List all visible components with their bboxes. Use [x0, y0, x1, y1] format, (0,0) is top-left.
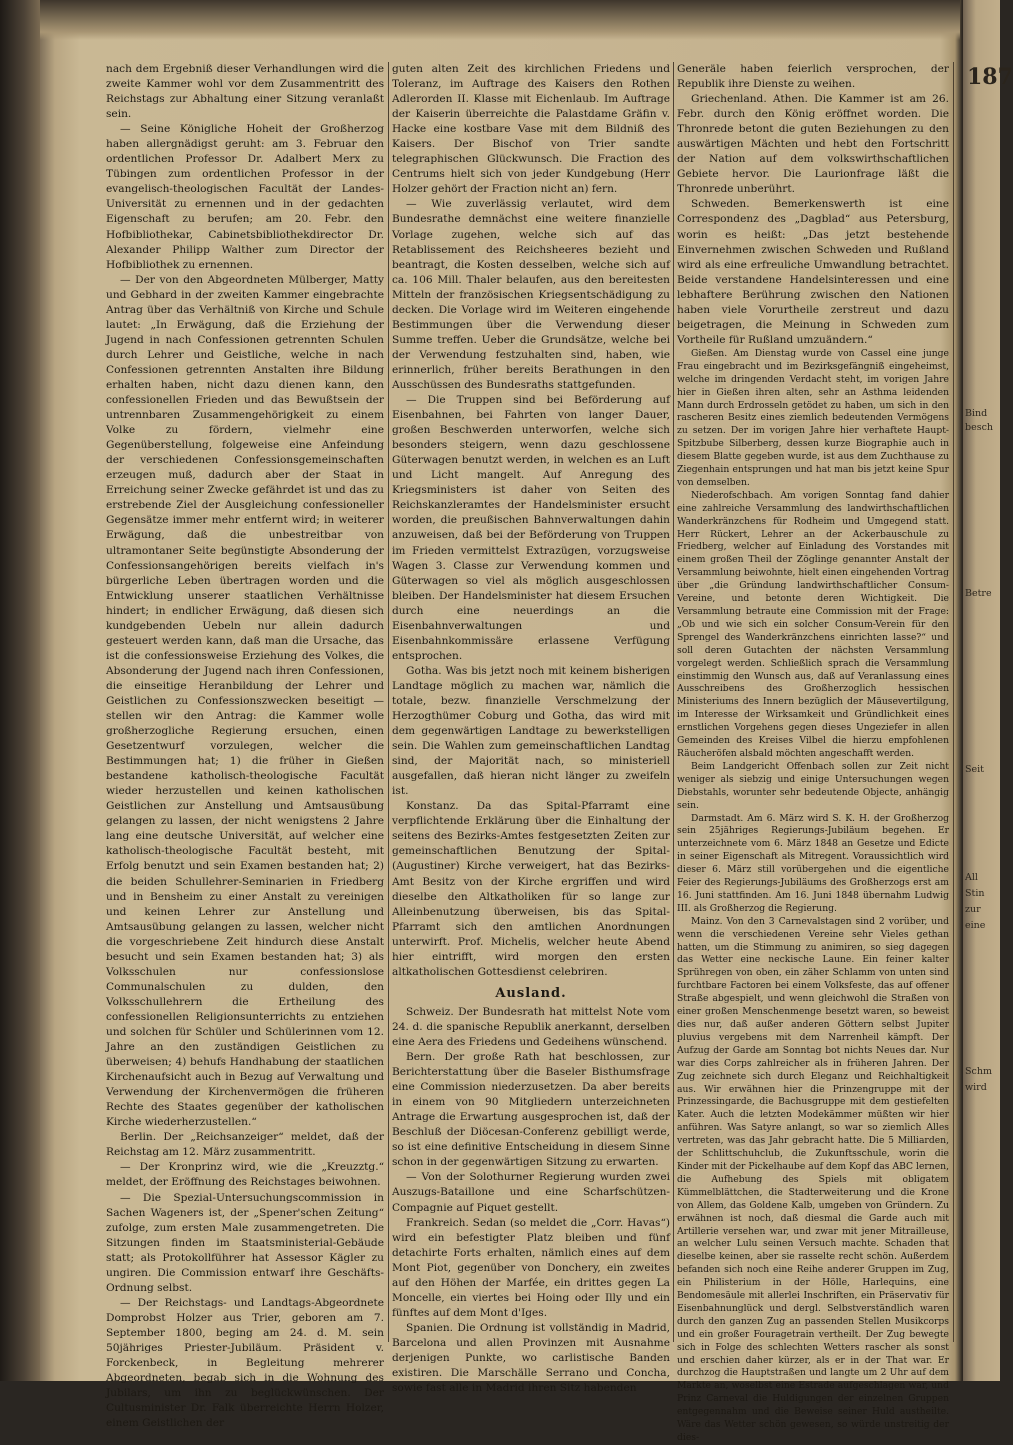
local-news-block	[677, 348, 949, 1445]
article-paragraph: Spanien. Die Ordnung ist vollständig in Madrid, Barcelona und allen Provinzen mit Ausnahme derjenigen Punkte, wo carlistische Banden existiren. Die Marschälle Serrano und Concha, sowie fast alle in Madrid ihren Sitz habenden	[392, 1321, 670, 1395]
text-fragment: Schm	[965, 1066, 992, 1077]
article-paragraph: Frankreich. Sedan (so meldet die „Corr. Havas“) wird ein befestigter Platz bleiben und fünf detachirte Forts erhalten, nämlich eines auf dem Mont Piot, gegenüber von Donchery, ein zweites auf den Höhen der Marfée, ein drittes gegen La Moncelle, ein viertes bei Hoing oder Illy und ein fünftes auf dem Mont d'Iges.	[392, 1216, 670, 1319]
article-paragraph: Schweiz. Der Bundesrath hat mittelst Note vom 24. d. die spanische Republik anerkannt, derselben eine Aera des Friedens und Gedeihens wünschend.	[392, 1005, 670, 1048]
article-paragraph: — Seine Königliche Hoheit der Großherzog haben allergnädigst geruht: am 3. Februar den ordentlichen Professor Dr. Adalbert Merx zu Tübingen zum ordentlichen Professor in der evangelisch-theologischen Facultät der Landes-Universität zu ernennen und in der gedachten Eigenschaft zu berufen; am 20. Febr. den Hofbibliothekar, Cabinetsbibliothekdirector Dr. Alexander Philipp Walther zum Director der Hofbibliothek zu ernennen.	[106, 123, 384, 271]
article-paragraph: Griechenland. Athen. Die Kammer ist am 26. Febr. durch den König eröffnet worden. Die Thronrede betont die guten Beziehungen zu den auswärtigen Mächten und hebt den Fortschritt der Nation auf dem volkswirthschaftlichen Gebiete hervor. Die Laurionfrage läßt die Thronrede unberührt.	[677, 93, 949, 196]
text-fragment: besch	[965, 422, 994, 433]
article-paragraph: Konstanz. Da das Spital-Pfarramt eine verpflichtende Erklärung über die Einhaltung der seitens des Bezirks-Amtes festgesetzten Zeiten zur gemeinschaftlichen Benutzung der Spital-(Augustiner) Kirche verweigert, hat das Bezirks-Amt Besitz von der Kirche ergriffen und wird dieselbe den Altkatholiken für so lange zur Alleinbenutzung überweisen, bis das Spital-Pfarramt sich den amtlichen Anordnungen unterwirft. Prof. Michelis, welcher heute Abend hier eintrifft, wird morgen den ersten altkatholischen Gottesdienst celebriren.	[392, 800, 670, 978]
local-news-paragraph: Mainz. Von den 3 Carnevalstagen sind 2 vorüber, und wenn die verschiedenen Vereine sehr Vieles gethan hatten, um die Stimmung zu animiren, so sieg dagegen das Wetter eine neckische Laune. Ein feiner kalter Sprühregen von oben, ein zäher Schlamm von unten sind furchtbare Factoren bei einem Volksfeste, das auf offener Straße abgespielt, und wenn gleichwohl die Straßen von einer großen Menschenmenge besetzt waren, so beweist dies nur, daß außer anderen Göttern selbst Jupiter pluvius vergebens mit dem Narrenheil kämpft. Der Aufzug der Garde am Sonntag bot nichts Neues dar. Nur war dies Corps zahlreicher als in früheren Jahren. Der Zug zeichnete sich durch Eleganz und Reichhaltigkeit aus. Wir erwähnen hier die Prinzengruppe mit der Prinzessingarde, die Bachusgruppe mit dem gestiefelten Kater. Auch die letzten Modekämmer müßten wir hier anführen. Was Satyre anlangt, so war so ziemlich Alles vertreten, was das Jahr gebracht hatte. Die 5 Milliarden, der Schlittschuhclub, die Zukunftsschule, worin die Kinder mit der Pickelhaube auf dem Kopf das ABC lernen, die Aufhebung des Spiels mit obligatem Kümmelblättchen, die Stadterweiterung und die Krone von Allem, das Goldene Kalb, umgeben von Gründern. Zu erwähnen ist noch, daß diesmal die Garde auch mit Artillerie versehen war, und zwar mit jener Mitrailleuse, an welcher Lulu seinen Versuch machte. Schaden that dieselbe keinen, aber sie rasselte recht schön. Außerdem befanden sich noch eine Reihe anderer Gruppen im Zug, ein Philisterium in der Hölle, Harlequins, eine Bendomesäule mit allerlei Inschriften, ein Präservativ für Eisenbahnunglück und dergl. Selbstverständlich waren durch den ganzen Zug an passenden Stellen Musikcorps und ein großer Fouragetrain vertheilt. Der Zug bewegte sich in Folge des schlechten Wetters rascher als sonst und erschien daher kürzer, als er in der That war. Er durchzog die Hauptstraßen und langte um 2 Uhr auf dem Markte an, woselbst eine Estrade aufgeschlagen war, und Prinz Carneval die Huldigungen der einzelnen Gruppen entgegennahm und die Beweise seiner Huld austheilte. Wäre das Wetter schön gewesen, so würde unstreitig der dies-	[677, 915, 949, 1444]
year-fragment: 187	[967, 64, 1013, 90]
column-2	[392, 62, 670, 1396]
text-fragment: Seit	[965, 764, 984, 775]
article-paragraph: — Der von den Abgeordneten Mülberger, Matty und Gebhard in der zweiten Kammer eingebrachte Antrag über das Verhältniß von Kirche und Schule lautet: „In Erwägung, daß die Erziehung der Jugend in nach Confessionen getrennten Schulen durch Lehrer und Geistliche, welche in nach Confessionen getrennten Anstalten ihre Bildung erhalten haben, nicht dazu dienen kann, den confessionellen Frieden und das Bewußtsein der untrennbaren Zusammengehörigkeit zu einem Volke zu fördern, vielmehr eine Gegenüberstellung, folgeweise eine Anfeindung der verschiedenen Confessionsgemeinschaften erzeugen muß, dadurch aber der Staat in Erreichung seiner Zwecke gefährdet ist und das zu erstrebende Ziel der Ausgleichung confessioneller Gegensätze immer mehr entfernt wird; in weiterer Erwägung, daß die unbestreitbar von ultramontaner Seite begünstigte Absonderung der Confessionsangehörigen bereits vielfach in's bürgerliche Leben übertragen worden und die Entwicklung unserer staatlichen Verhältnisse hindert; in endlicher Erwägung, daß diesen sich kundgebenden Uebeln nur allein dadurch gesteuert werden kann, daß man die Ursache, das ist die confessionsweise Erziehung des Volkes, die Absonderung der Jugend nach ihren Confessionen, die einseitige Heranbildung der Lehrer und Geistlichen zu Confessionszwecken beseitigt — stellen wir den Antrag: die Kammer wolle großherzogliche Regierung ersuchen, einen Gesetzentwurf vorzulegen, welcher die Bestimmungen hat; 1) die früher in Gießen bestandene katholisch-theologische Facultät wieder herzustellen und keinen katholischen Geistlichen zur Anstellung und Amtsausübung gelangen zu lassen, der nicht wenigstens 2 Jahre lang eine deutsche Universität, auf welcher eine katholisch-theologische Facultät besteht, mit Erfolg benutzt und sein Examen bestanden hat; 2) die beiden Schullehrer-Seminarien in Friedberg und in Bensheim zu einer Anstalt zu vereinigen und keinen Lehrer zur Anstellung und Amtsausübung gelangen zu lassen, welcher nicht die vorgeschriebene Zeit hindurch diese Anstalt besucht und sein Examen bestanden hat; 3) als Volksschulen nur confessionslose Communalschulen zu dulden, den Volksschullehrern die Ertheilung des confessionellen Religionsunterrichts zu entziehen und solchen für Schüler und Schülerinnen vom 12. Jahre an den zuständigen Geistlichen zu überweisen; 4) behufs Handhabung der staatlichen Kirchenaufsicht auch in Bezug auf Verwaltung und Verwendung der Kirchenvermögen die früheren Rechte des Staates gegenüber der katholischen Kirche wiederherzustellen.“	[106, 273, 384, 1129]
column-divider	[953, 62, 954, 1342]
local-news-paragraph: Darmstadt. Am 6. März wird S. K. H. der Großherzog sein 25jähriges Regierungs-Jubiläum begehen. Er unterzeichnete vom 6. März 1848 an Gesetze und Edicte in seiner Eigenschaft als Mitregent. Voraussichtlich wird dieser 6. März still vorübergehen und die eigentliche Feier des Regierungs-Jubiläums des Großherzogs erst am 16. Juni stattfinden. Am 16. Juni 1848 übernahm Ludwig III. als Großherzog die Regierung.	[677, 812, 949, 914]
article-paragraph: Generäle haben feierlich versprochen, der Republik ihre Dienste zu weihen.	[677, 63, 949, 91]
article-paragraph: — Die Truppen sind bei Beförderung auf Eisenbahnen, bei Fahrten von langer Dauer, großen Beschwerden unterworfen, welche sich besonders steigern, wenn dazu geschlossene Güterwagen benutzt werden, in welchen es an Luft und Licht mangelt. Auf Anregung des Kriegsministers ist daher von Seiten des Reichskanzleramtes der Handelsminister ersucht worden, die preußischen Bahnverwaltungen dahin anzuweisen, daß bei der Beförderung von Truppen im Frieden vermittelst Extrazügen, vorzugsweise Wagen 3. Classe zur Verwendung kommen und Güterwagen so viel als möglich ausgeschlossen bleiben. Der Handelsminister hat diesem Ersuchen durch eine neuerdings an die Eisenbahnverwaltungen und Eisenbahnkommissäre erlassene Verfügung entsprochen.	[392, 394, 670, 662]
column-3	[677, 62, 949, 1445]
article-paragraph: guten alten Zeit des kirchlichen Friedens und Toleranz, im Auftrage des Kaisers den Rothen Adlerorden II. Klasse mit Eichenlaub. Im Auftrage der Kaiserin überreichte die Palastdame Gräfin v. Hacke eine kostbare Vase mit dem Bildniß des Kaisers. Der Bischof von Trier sandte telegraphischen Glückwunsch. Die Fraction des Centrums hielt sich von jeder Kundgebung (Herr Holzer gehört der Fraction nicht an) fern.	[392, 63, 670, 196]
text-fragment: Bind	[965, 408, 988, 419]
local-news-paragraph: Niederofschbach. Am vorigen Sonntag fand dahier eine zahlreiche Versammlung des landwirthschaftlichen Wanderkränzchens für Rodheim und Umgegend statt. Herr Rückert, Lehrer an der Ackerbauschule zu Friedberg, welcher auf Einladung des Vorstandes mit einem großen Theil der Zöglinge genannter Anstalt der Versammlung beiwohnte, hielt einen eingehenden Vortrag über „die Gründung landwirthschaftlicher Consum-Vereine, und betonte deren Wichtigkeit. Die Versammlung betraute eine Commission mit der Frage: „Ob und wie sich ein solcher Consum-Verein für den Sprengel des Wanderkränzchens einrichten lasse?“ und soll deren Gutachten der nächsten Versammlung vorgelegt werden. Schließlich sprach die Versammlung einstimmig den Wunsch aus, daß auf Veranlassung eines Ausschreibens des Großherzoglich hessischen Ministeriums des Innern bezüglich der Mäusevertilgung, im Interesse der Wirksamkeit und Gründlichkeit eines ernstlichen Vorgehens gegen dieses Ungeziefer in allen Gemeinden des Kreises Vilbel die hierzu empfohlenen Räucheröfen alsbald möchten angeschafft werden.	[677, 489, 949, 759]
article-paragraph: — Von der Solothurner Regierung wurden zwei Auszugs-Bataillone und eine Scharfschützen-Compagnie auf Piquet gestellt.	[392, 1171, 670, 1214]
local-news-paragraph: Gießen. Am Dienstag wurde von Cassel eine junge Frau eingebracht und im Bezirksgefängniß eingeheimst, welche im dringenden Verdacht steht, im vorigen Jahre hier in Gießen ihren alten, sehr an Asthma leidenden Mann durch Erdrosseln getödet zu haben, um sich in den rascheren Besitz eines ziemlich bedeutenden Vermögens zu setzen. Der im vorigen Jahre hier verhaftete Haupt-Spitzbube Silberberg, dessen kurze Biographie auch in diesem Blatte gegeben wurde, ist aus dem Zuchthause zu Ziegenhain entsprungen und hat man bis jetzt keine Spur von demselben.	[677, 347, 949, 488]
article-paragraph: — Die Spezial-Untersuchungscommission in Sachen Wageners ist, der „Spener'schen Zeitung“ zufolge, zum ersten Male zusammengetreten. Die Sitzungen finden im Staatsministerial-Gebäude statt; als Protokollführer hat Assessor Kägler zu ungiren. Die Commission entwarf ihre Geschäfts-Ordnung selbst.	[106, 1191, 384, 1294]
column-divider	[673, 62, 674, 1342]
section-heading-ausland: Ausland.	[495, 985, 567, 1001]
article-paragraph: nach dem Ergebniß dieser Verhandlungen wird die zweite Kammer wohl vor dem Zusammentritt des Reichstags zur Abhaltung einer Sitzung veranlaßt sein.	[106, 63, 384, 121]
text-fragment: zur	[965, 904, 981, 915]
text-fragment: Stin	[965, 888, 985, 899]
text-fragment: All	[965, 872, 978, 883]
text-fragment: Betre	[965, 588, 992, 599]
article-paragraph: Gotha. Was bis jetzt noch mit keinem bisherigen Landtage möglich zu machen war, nämlich die totale, bezw. finanzielle Verschmelzung der Herzogthümer Coburg und Gotha, das wird mit dem gegenwärtigen Landtage zu bewerkstelligen sein. Die Wahlen zum gemeinschaftlichen Landtag sind, der Majorität nach, so ministeriell ausgefallen, daß hieran nicht länger zu zweifeln ist.	[392, 664, 670, 798]
article-paragraph: — Der Kronprinz wird, wie die „Kreuzztg.“ meldet, der Eröffnung des Reichstages beiwohnen.	[106, 1161, 384, 1189]
column-divider	[388, 62, 389, 1342]
column-1	[106, 62, 384, 1431]
text-fragment: eine	[965, 920, 986, 931]
article-paragraph: — Wie zuverlässig verlautet, wird dem Bundesrathe demnächst eine weitere finanzielle Vorlage zugehen, welche sich auf das Retablissement des Reichsheeres bezieht und beantragt, die Kosten desselben, welche sich auf ca. 106 Mill. Thaler belaufen, aus den bereitesten Mitteln der französischen Kriegsentschädigung zu decken. Die Vorlage wird im Weiteren eingehende Bestimmungen über die Verwendung dieser Summe treffen. Ueber die Grundsätze, welche bei der Verwendung festzuhalten sind, haben, wie erinnerlich, früher bereits Berathungen in den Ausschüssen des Bundesraths stattgefunden.	[392, 198, 670, 391]
article-paragraph: — Der Reichstags- und Landtags-Abgeordnete Domprobst Holzer aus Trier, geboren am 7. September 1800, beging am 24. d. M. sein 50jähriges Priester-Jubiläum. Präsident v. Forckenbeck, in Begleitung mehrerer Abgeordneten, begab sich in die Wohnung des Jubilars, um ihn zu beglückwünschen. Der Cultusminister Dr. Falk überreichte Herrn Holzer, einem Geistlichen der	[106, 1296, 384, 1430]
article-paragraph: Bern. Der große Rath hat beschlossen, zur Berichterstattung über die Baseler Bisthumsfrage eine Commission niederzusetzen. Da aber bereits in einem von 90 Mitgliedern unterzeichneten Antrage die Erwartung ausgesprochen ist, daß der Beschluß der Diöcesan-Conferenz gebilligt werde, so ist eine definitive Entscheidung in diesem Sinne schon in der gegenwärtigen Sitzung zu erwarten.	[392, 1051, 670, 1169]
book-binding	[0, 0, 40, 1381]
local-news-paragraph: Beim Landgericht Offenbach sollen zur Zeit nicht weniger als siebzig und einige Untersuchungen wegen Diebstahls, worunter sehr bedeutende Objecte, anhängig sein.	[677, 760, 949, 811]
text-fragment: wird	[965, 1082, 987, 1093]
article-paragraph: Berlin. Der „Reichsanzeiger“ meldet, daß der Reichstag am 12. März zusammentritt.	[106, 1131, 384, 1159]
page-top-edge	[40, 0, 960, 40]
adjacent-page-strip	[963, 0, 1013, 1381]
article-paragraph: Schweden. Bemerkenswerth ist eine Correspondenz des „Dagblad“ aus Petersburg, worin es heißt: „Das jetzt bestehende Einvernehmen zwischen Schweden und Rußland wird als eine erfreuliche Umwandlung betrachtet. Beide verstandene Handelsinteressen und eine lebhaftere Berührung zwischen den Nationen haben viele Vorurtheile zerstreut und dazu beigetragen, die Meinung in Schweden zum Vortheile für Rußland umzuändern.“	[677, 198, 949, 346]
